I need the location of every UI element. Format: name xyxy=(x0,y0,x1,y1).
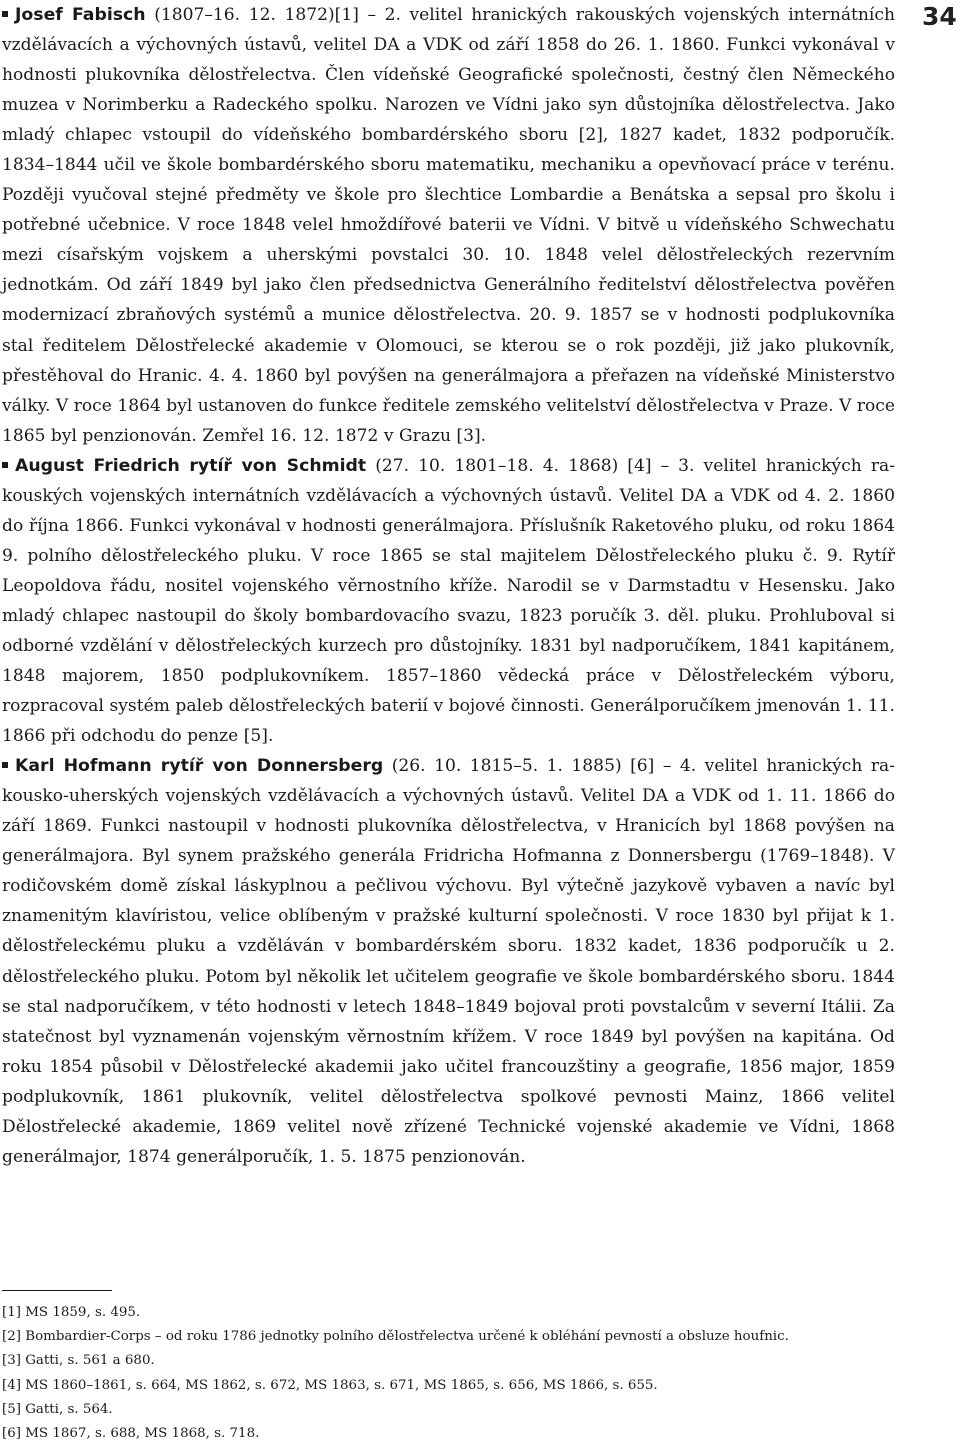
page-number: 34 xyxy=(922,2,957,31)
entry-josef-fabisch xyxy=(2,0,895,451)
entry-name: August Friedrich rytíř von Schmidt xyxy=(15,455,367,476)
footnote: [1] MS 1859, s. 495. xyxy=(2,1305,141,1320)
footnote: [5] Gatti, s. 564. xyxy=(2,1401,113,1417)
bullet-icon xyxy=(2,462,8,468)
entry-text: (1807–16. 12. 1872)[1] – 2. velitel hranických rakouských vojenských internátních vzdělávacích a výchovných ústavů, velitel DA a VDK od září 1858 do 26. 1. 1860. Funkci vykonával v hodnosti plukovníka dělostřelectva. Člen vídeňské Geografické společnosti, čestný člen Německého muzea v Norimberku a Radeckého spolku. Narozen ve Vídni jako syn důstojníka dělostřelectva. Jako mladý chlapec vstoupil do vídeňského bombardérského sboru [2], 1827 kadet, 1832 podporučík. 1834–1844 učil ve škole bombardérského sboru matematiku, mechaniku a opevňovací práce v terénu. Později vyučoval stejné předměty ve škole pro šlechtice Lombardie a Benátska a sepsal pro školu i potřebné učebnice. V roce 1848 velel hmoždířové baterii ve Vídni. V bitvě u vídeňského Schwechatu mezi císařským vojskem a uherskými povstalci 30. 10. 1848 velel dělostřeleckých rezervním jednotkám. Od září 1849 byl jako člen předsednictva Generálního ředitelství dělostřelectva pověřen modernizací zbraňových systémů a munice dělostřelectva. 20. 9. 1857 se v hodnosti podplukovníka stal ředitelem Dělostřelecké akademie v Olomouci, se kterou se o rok později, již jako plukovník, přestěhoval do Hranic. 4. 4. 1860 byl povýšen na generálmajora a přeřazen na vídeňské Ministerstvo války. V roce 1864 byl ustanoven do funkce ředitele zemského velitelství dělostřelectva v Praze. V roce 1865 byl penzionován. Zemřel 16. 12. 1872 v Grazu [3]. xyxy=(2,5,895,446)
footnote: [4] MS 1860–1861, s. 664, MS 1862, s. 672, MS 1863, s. 671, MS 1865, s. 656, MS 1866, s. 655. xyxy=(2,1377,658,1393)
entry-karl-hofmann-von-donnersberg xyxy=(2,751,895,1172)
footnote-separator xyxy=(2,1290,112,1291)
entry-name: Karl Hofmann rytíř von Donnersberg xyxy=(15,756,384,777)
footnote: [6] MS 1867, s. 688, MS 1868, s. 718. xyxy=(2,1426,260,1442)
entry-text: (27. 10. 1801–18. 4. 1868) [4] – 3. velitel hranických rakouských vojenských internátních vzdělávacích a výchovných ústavů. Velitel DA a VDK od 4. 2. 1860 do října 1866. Funkci vykonával v hodnosti generálmajora. Příslušník Raketového pluku, od roku 1864 9. polního dělostřeleckého pluku. V roce 1865 se stal majitelem Dělostřeleckého pluku č. 9. Rytíř Leopoldova řádu, nositel vojenského věrnostního kříže. Narodil se v Darmstadtu v Hesensku. Jako mladý chlapec nastoupil do školy bombardovacího svazu, 1823 poručík 3. děl. pluku. Prohluboval si odborné vzdělání v dělostřeleckých kurzech pro důstojníky. 1831 byl nadporučíkem, 1841 kapitánem, 1848 majorem, 1850 podplukovníkem. 1857–1860 vědecká práce v Dělostřeleckém výboru, rozpracoval systém paleb dělostřeleckých baterií v bojové činnosti. Generálporučíkem jmenován 1. 11. 1866 při odchodu do penze [5]. xyxy=(2,455,895,747)
footnote: [3] Gatti, s. 561 a 680. xyxy=(2,1353,155,1369)
footnotes xyxy=(2,1301,902,1446)
entry-text: (26. 10. 1815–5. 1. 1885) [6] – 4. velitel hranických rakousko-uherských vojenských vzdělávacích a výchovných ústavů. Velitel DA a VDK od 1. 11. 1866 do září 1869. Funkci nastoupil v hodnosti plukovníka dělostřelectva, v Hranicích byl 1868 povýšen na generálmajora. Byl synem pražského generála Fridricha Hofmanna z Donnersbergu (1769–1848). V rodičovském domě získal láskyplnou a pečlivou výchovu. Byl výtečně jazykově vybaven a navíc byl znamenitým klavíristou, velice oblíbeným v pražské kulturní společnosti. V roce 1830 byl přijat k 1. dělostřeleckému pluku a vzděláván v bombardérském sboru. 1832 kadet, 1836 podporučík u 2. dělostřeleckého pluku. Potom byl několik let učitelem geografie ve škole bombardérského sboru. 1844 se stal nadporučíkem, v této hodnosti v letech 1848–1849 bojoval proti povstalcům v severní Itálii. Za statečnost byl vyznamenán vojenským věrnostním křížem. V roce 1849 byl povýšen na kapitána. Od roku 1854 působil v Dělostřelecké akademii jako učitel francouzštiny a geografie, 1856 major, 1859 podplukovník, 1861 plukovník, velitel dělostřelectva spolkové pevnosti Mainz, 1866 velitel Dělostřelecké akademie, 1869 velitel nově zřízené Technické vojenské akademie ve Vídni, 1868 generálmajor, 1874 generálporučík, 1. 5. 1875 penzionován. xyxy=(2,756,895,1167)
bullet-icon xyxy=(2,762,8,768)
entry-august-friedrich-von-schmidt xyxy=(2,451,895,751)
entry-name: Josef Fabisch xyxy=(15,5,146,25)
bullet-icon xyxy=(2,11,8,17)
footnote: [2] Bombardier-Corps – od roku 1786 jednotky polního dělostřelectva určené k obléhání pevností a obsluze houfnic. xyxy=(2,1329,789,1345)
main-text xyxy=(2,0,895,1172)
